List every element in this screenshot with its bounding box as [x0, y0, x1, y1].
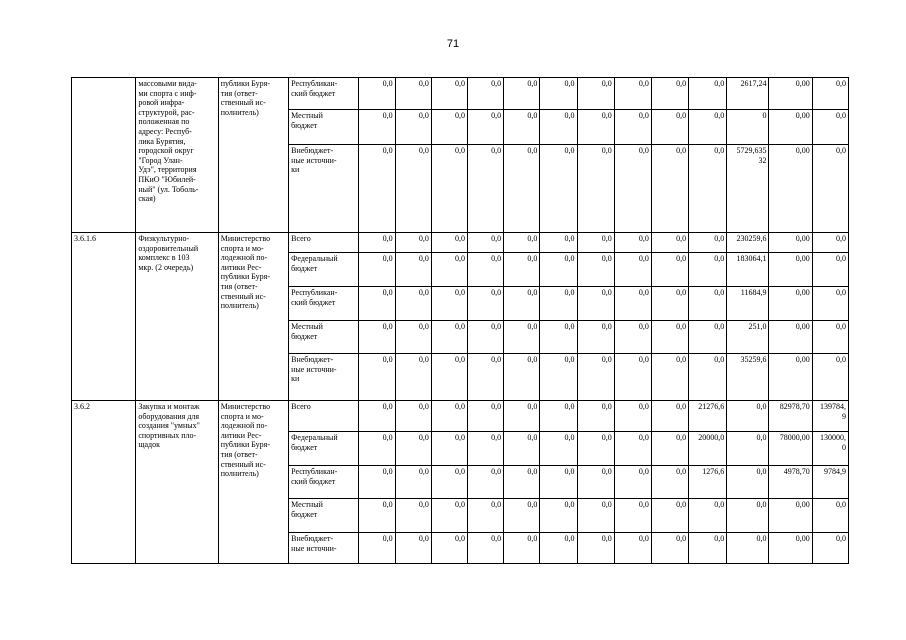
value-cell: 0,0 [614, 233, 651, 253]
value-cell: 0,0 [431, 533, 467, 564]
value-cell: 0,0 [504, 145, 540, 233]
value-cell: 0,0 [540, 432, 577, 466]
value-cell: 0,0 [651, 321, 688, 354]
funding-source-cell: Местный бюджет [289, 321, 359, 354]
value-cell: 0,0 [467, 321, 503, 354]
item-code-cell [72, 78, 136, 233]
value-cell: 78000,00 [769, 432, 812, 466]
funding-source-cell: Республикан- ский бюджет [289, 466, 359, 499]
value-cell: 0,0 [504, 321, 540, 354]
value-cell: 0,0 [812, 110, 848, 145]
value-cell: 0,0 [812, 321, 848, 354]
value-cell: 0,0 [467, 354, 503, 401]
value-cell: 0,0 [651, 432, 688, 466]
value-cell: 0,0 [540, 78, 577, 110]
value-cell: 0,0 [359, 533, 395, 564]
value-cell: 0,0 [689, 233, 727, 253]
value-cell: 0,0 [540, 401, 577, 432]
value-cell: 0,00 [769, 287, 812, 321]
value-cell: 0,0 [577, 253, 614, 287]
value-cell: 0,00 [769, 78, 812, 110]
value-cell: 0,0 [395, 321, 431, 354]
value-cell: 0,0 [577, 401, 614, 432]
executor-cell: публики Буря- тия (ответ- ственный ис- полнитель) [218, 78, 288, 233]
value-cell: 0,0 [812, 499, 848, 533]
value-cell: 0,0 [812, 78, 848, 110]
value-cell: 0,0 [359, 321, 395, 354]
value-cell: 0,0 [395, 233, 431, 253]
value-cell: 0,0 [812, 533, 848, 564]
value-cell: 0,0 [540, 145, 577, 233]
value-cell: 0,0 [431, 321, 467, 354]
value-cell: 0,0 [614, 466, 651, 499]
funding-source-cell: Внебюджет- ные источни- [289, 533, 359, 564]
value-cell: 0,0 [504, 287, 540, 321]
value-cell: 0,0 [504, 354, 540, 401]
value-cell: 0,0 [651, 354, 688, 401]
value-cell: 0,00 [769, 145, 812, 233]
value-cell: 230259,6 [727, 233, 769, 253]
value-cell: 20000,0 [689, 432, 727, 466]
value-cell: 11684,9 [727, 287, 769, 321]
value-cell: 0,0 [359, 145, 395, 233]
value-cell: 0,0 [651, 401, 688, 432]
value-cell: 5729,635 32 [727, 145, 769, 233]
value-cell: 0,0 [727, 432, 769, 466]
funding-source-cell: Внебюджет- ные источни- ки [289, 354, 359, 401]
value-cell: 0,0 [504, 110, 540, 145]
value-cell: 0,0 [395, 533, 431, 564]
value-cell: 0,0 [727, 533, 769, 564]
value-cell: 0,0 [395, 253, 431, 287]
value-cell: 0,0 [504, 533, 540, 564]
funding-source-cell: Всего [289, 233, 359, 253]
value-cell: 0,0 [431, 466, 467, 499]
value-cell: 0,0 [689, 145, 727, 233]
funding-source-cell: Федеральный бюджет [289, 253, 359, 287]
funding-source-cell: Федеральный бюджет [289, 432, 359, 466]
value-cell: 0,0 [651, 253, 688, 287]
value-cell: 0,0 [359, 110, 395, 145]
value-cell: 0,0 [614, 354, 651, 401]
value-cell: 0,00 [769, 499, 812, 533]
funding-source-cell: Республикан- ский бюджет [289, 287, 359, 321]
value-cell: 82978,70 [769, 401, 812, 432]
value-cell: 130000, 0 [812, 432, 848, 466]
funding-source-cell: Внебюджет- ные источни- ки [289, 145, 359, 233]
value-cell: 0,0 [359, 287, 395, 321]
value-cell: 0,0 [431, 233, 467, 253]
value-cell: 251,0 [727, 321, 769, 354]
value-cell: 2617,24 [727, 78, 769, 110]
value-cell: 0,0 [689, 499, 727, 533]
value-cell: 0,0 [467, 533, 503, 564]
value-cell: 139784, 9 [812, 401, 848, 432]
value-cell: 4978,70 [769, 466, 812, 499]
value-cell: 35259,6 [727, 354, 769, 401]
value-cell: 0,0 [651, 466, 688, 499]
value-cell: 0,00 [769, 110, 812, 145]
value-cell: 0,0 [467, 432, 503, 466]
value-cell: 0,0 [614, 253, 651, 287]
value-cell: 0,0 [577, 499, 614, 533]
value-cell: 0,0 [504, 401, 540, 432]
value-cell: 0,0 [431, 287, 467, 321]
value-cell: 0,0 [689, 321, 727, 354]
value-cell: 0,0 [577, 145, 614, 233]
value-cell: 0,0 [614, 432, 651, 466]
value-cell: 0,0 [540, 253, 577, 287]
value-cell: 0,0 [359, 78, 395, 110]
value-cell: 0,0 [651, 499, 688, 533]
value-cell: 0,0 [431, 110, 467, 145]
table-row [72, 78, 849, 110]
value-cell: 0,0 [540, 354, 577, 401]
value-cell: 0,0 [651, 78, 688, 110]
value-cell: 0,0 [431, 253, 467, 287]
value-cell: 0,0 [395, 354, 431, 401]
value-cell: 0,0 [467, 145, 503, 233]
value-cell: 21276,6 [689, 401, 727, 432]
funding-source-cell: Всего [289, 401, 359, 432]
value-cell: 0,0 [395, 401, 431, 432]
value-cell: 0,0 [540, 466, 577, 499]
value-cell: 0,0 [651, 145, 688, 233]
value-cell: 0,0 [614, 499, 651, 533]
value-cell: 0,0 [577, 78, 614, 110]
item-code-cell: 3.6.2 [72, 401, 136, 564]
value-cell: 0,0 [614, 287, 651, 321]
value-cell: 0,0 [812, 354, 848, 401]
value-cell: 0,0 [651, 110, 688, 145]
table-row [72, 401, 849, 432]
value-cell: 0,0 [467, 253, 503, 287]
executor-cell: Министерство спорта и мо- лодежной по- литики Рес- публики Буря- тия (ответ- ственный ис- полнитель) [218, 233, 288, 401]
value-cell: 0,0 [504, 499, 540, 533]
value-cell: 0,0 [359, 253, 395, 287]
funding-source-cell: Местный бюджет [289, 499, 359, 533]
value-cell: 0,0 [359, 432, 395, 466]
value-cell: 0,00 [769, 233, 812, 253]
value-cell: 0,0 [727, 466, 769, 499]
value-cell: 0,00 [769, 253, 812, 287]
value-cell: 0,0 [395, 499, 431, 533]
item-name-cell: Закупка и монтаж оборудования для создания "умных" спортивных пло- щадок [136, 401, 218, 564]
value-cell: 0,0 [577, 533, 614, 564]
value-cell: 0,0 [540, 321, 577, 354]
value-cell: 0,0 [577, 321, 614, 354]
value-cell: 0,0 [395, 145, 431, 233]
value-cell: 0,0 [812, 287, 848, 321]
value-cell: 0,0 [431, 78, 467, 110]
value-cell: 0,0 [467, 233, 503, 253]
value-cell: 0,0 [577, 354, 614, 401]
value-cell: 0,0 [812, 145, 848, 233]
table-row [72, 233, 849, 253]
value-cell: 0,0 [467, 110, 503, 145]
value-cell: 0,0 [614, 145, 651, 233]
value-cell: 0,0 [504, 233, 540, 253]
value-cell: 0,0 [540, 287, 577, 321]
value-cell: 0 [727, 110, 769, 145]
value-cell: 0,0 [689, 354, 727, 401]
value-cell: 0,0 [614, 321, 651, 354]
value-cell: 0,0 [651, 533, 688, 564]
value-cell: 0,0 [689, 253, 727, 287]
value-cell: 0,0 [812, 253, 848, 287]
item-code-cell: 3.6.1.6 [72, 233, 136, 401]
value-cell: 0,0 [467, 401, 503, 432]
value-cell: 0,0 [359, 354, 395, 401]
value-cell: 0,0 [577, 432, 614, 466]
value-cell: 0,0 [431, 354, 467, 401]
value-cell: 0,0 [689, 287, 727, 321]
value-cell: 0,0 [395, 287, 431, 321]
value-cell: 0,0 [467, 78, 503, 110]
value-cell: 0,0 [577, 287, 614, 321]
value-cell: 0,0 [727, 499, 769, 533]
value-cell: 0,00 [769, 354, 812, 401]
value-cell: 0,0 [577, 110, 614, 145]
page-number: 71 [446, 38, 460, 50]
value-cell: 0,0 [727, 401, 769, 432]
value-cell: 0,0 [504, 466, 540, 499]
value-cell: 0,0 [540, 533, 577, 564]
value-cell: 0,0 [431, 432, 467, 466]
value-cell: 0,0 [651, 233, 688, 253]
executor-cell: Министерство спорта и мо- лодежной по- литики Рес- публики Буря- тия (ответ- ственный ис- полнитель) [218, 401, 288, 564]
value-cell: 0,0 [577, 466, 614, 499]
value-cell: 0,0 [651, 287, 688, 321]
value-cell: 0,00 [769, 533, 812, 564]
value-cell: 0,0 [540, 499, 577, 533]
value-cell: 0,0 [540, 233, 577, 253]
value-cell: 0,0 [395, 432, 431, 466]
value-cell: 0,0 [689, 78, 727, 110]
item-name-cell: Физкультурно- оздоровительный комплекс в 103 мкр. (2 очередь) [136, 233, 218, 401]
value-cell: 0,0 [395, 78, 431, 110]
value-cell: 0,0 [395, 110, 431, 145]
value-cell: 0,0 [431, 499, 467, 533]
value-cell: 0,0 [431, 401, 467, 432]
value-cell: 0,0 [504, 78, 540, 110]
funding-source-cell: Местный бюджет [289, 110, 359, 145]
value-cell: 0,0 [467, 287, 503, 321]
value-cell: 1276,6 [689, 466, 727, 499]
value-cell: 0,0 [359, 499, 395, 533]
value-cell: 9784,9 [812, 466, 848, 499]
value-cell: 0,0 [359, 233, 395, 253]
budget-table [71, 77, 849, 564]
value-cell: 0,0 [689, 533, 727, 564]
value-cell: 0,0 [614, 401, 651, 432]
value-cell: 0,0 [359, 466, 395, 499]
value-cell: 0,0 [812, 233, 848, 253]
value-cell: 183064,1 [727, 253, 769, 287]
value-cell: 0,0 [359, 401, 395, 432]
value-cell: 0,0 [540, 110, 577, 145]
value-cell: 0,0 [614, 78, 651, 110]
value-cell: 0,0 [431, 145, 467, 233]
value-cell: 0,0 [467, 499, 503, 533]
value-cell: 0,0 [467, 466, 503, 499]
item-name-cell: массовыми вида- ми спорта с инф- ровой инфра- структурой, рас- положенная по адресу: Респуб- лика Бурятия, городской округ "Город Улан- Удэ", территория ПКиО "Юбилей- ный" (ул. Тоболь- ская) [136, 78, 218, 233]
value-cell: 0,0 [614, 533, 651, 564]
funding-source-cell: Республикан- ский бюджет [289, 78, 359, 110]
value-cell: 0,0 [504, 253, 540, 287]
value-cell: 0,0 [577, 233, 614, 253]
value-cell: 0,00 [769, 321, 812, 354]
value-cell: 0,0 [395, 466, 431, 499]
value-cell: 0,0 [689, 110, 727, 145]
value-cell: 0,0 [504, 432, 540, 466]
value-cell: 0,0 [614, 110, 651, 145]
